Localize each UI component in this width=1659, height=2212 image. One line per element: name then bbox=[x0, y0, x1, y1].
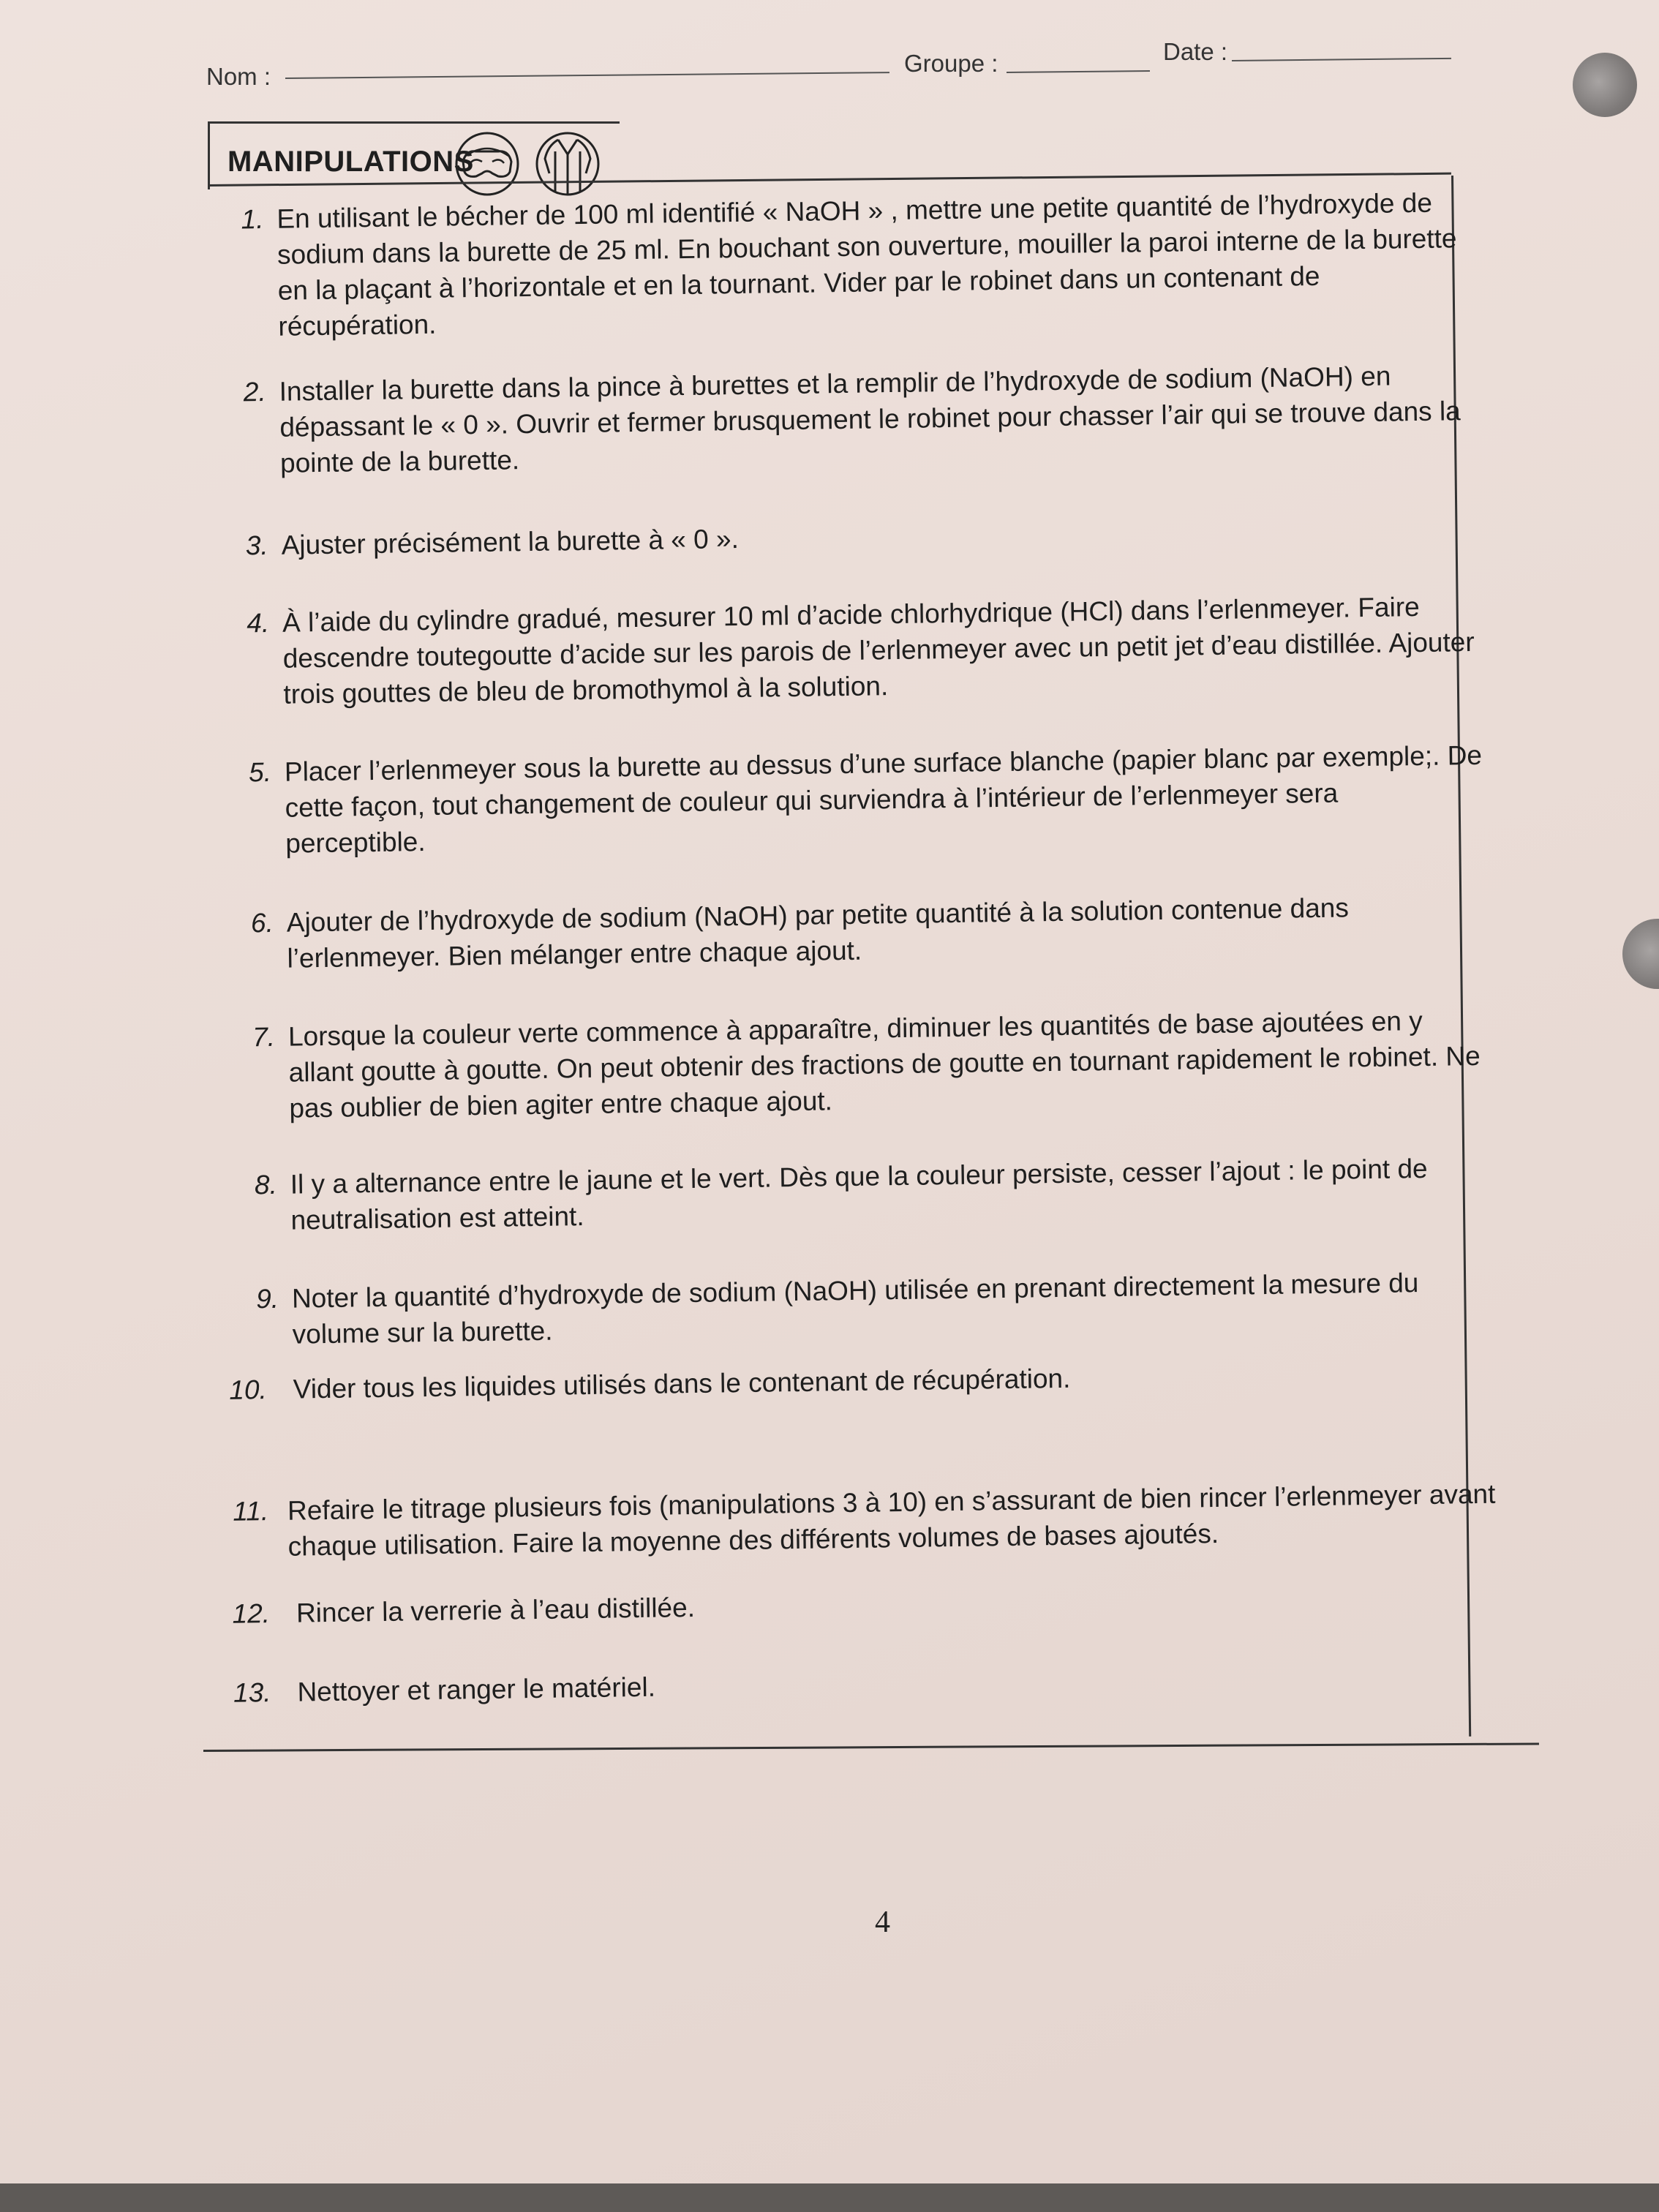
groupe-label: Groupe : bbox=[904, 50, 998, 77]
step-number: 13. bbox=[233, 1677, 271, 1708]
step-number: 1. bbox=[241, 204, 264, 235]
section-heading bbox=[208, 121, 620, 189]
step-text: En utilisant le bécher de 100 ml identifié « NaOH » , mettre une petite quantité de l’hydroxyde de sodium dans la burette de 25 ml. En bouchant son ouverture, mouiller la paroi interne de la burette en la plaçant à l’horizontale et en la tournant. Vider par le robinet dans un contenant de récupération. bbox=[276, 187, 1457, 342]
step-text: Vider tous les liquides utilisés dans le contenant de récupération. bbox=[293, 1363, 1071, 1404]
step-number: 12. bbox=[232, 1598, 271, 1629]
step-text: Noter la quantité d’hydroxyde de sodium (NaOH) utilisée en prenant directement la mesure du volume sur la burette. bbox=[291, 1268, 1419, 1350]
list-item bbox=[226, 1149, 1513, 1235]
binder-hole bbox=[1573, 53, 1637, 117]
step-number: 6. bbox=[250, 907, 274, 938]
list-item bbox=[218, 587, 1505, 710]
step-number: 10. bbox=[229, 1374, 268, 1405]
page-number: 4 bbox=[875, 1906, 890, 1939]
step-text: Rincer la verrerie à l’eau distillée. bbox=[296, 1592, 696, 1628]
step-text: Il y a alternance entre le jaune et le vert. Dès que la couleur persiste, cesser l’ajout : le point de neutralisation est atteint. bbox=[290, 1153, 1428, 1235]
groupe-input-line[interactable] bbox=[1007, 70, 1150, 73]
step-text: Placer l’erlenmeyer sous la burette au dessus d’une surface blanche (papier blanc par exemple;. De cette façon, tout changement de couleur qui surviendra à l’intérieur de l’erlenmeyer sera perceptible. bbox=[284, 740, 1483, 859]
list-item bbox=[232, 1578, 1519, 1629]
list-item bbox=[228, 1354, 1516, 1405]
step-number: 9. bbox=[255, 1283, 279, 1314]
lab-coat-icon bbox=[533, 129, 602, 202]
binder-hole bbox=[1622, 919, 1659, 989]
step-text: Refaire le titrage plusieurs fois (manipulations 3 à 10) en s’assurant de bien rincer l’erlenmeyer avant chaque utilisation. Faire la moyenne des différents volumes de bases ajoutés. bbox=[287, 1478, 1496, 1562]
background-surface bbox=[0, 2183, 1659, 2212]
step-number: 11. bbox=[233, 1496, 269, 1527]
list-item bbox=[233, 1657, 1520, 1708]
list-item bbox=[214, 356, 1502, 478]
step-text: À l’aide du cylindre gradué, mesurer 10 ml d’acide chlorhydrique (HCl) dans l’erlenmeyer. Faire descendre toutegoutte d’acide sur les parois de l’erlenmeyer avec un petit jet d’eau distillée. Ajouter trois gouttes de bleu de bromothymol à la solution. bbox=[282, 592, 1475, 710]
nom-label: Nom : bbox=[206, 63, 271, 90]
nom-input-line[interactable] bbox=[285, 72, 889, 79]
list-item bbox=[220, 737, 1508, 859]
step-text: Ajuster précisément la burette à « 0 ». bbox=[281, 523, 740, 560]
step-number: 7. bbox=[252, 1021, 276, 1053]
step-number: 5. bbox=[248, 756, 272, 788]
date-label: Date : bbox=[1163, 38, 1228, 65]
frame-bottom-border bbox=[203, 1742, 1539, 1752]
date-input-line[interactable] bbox=[1232, 58, 1451, 61]
groupe-field bbox=[904, 50, 998, 78]
step-text: Lorsque la couleur verte commence à apparaître, diminuer les quantités de base ajoutées en y allant goutte à goutte. On peut obtenir des fractions de goutte en tournant rapidement le robinet. Ne pas oublier de bien agiter entre chaque ajout. bbox=[287, 1006, 1481, 1124]
date-field bbox=[1163, 38, 1227, 66]
step-number: 3. bbox=[245, 530, 268, 561]
list-item bbox=[222, 887, 1510, 974]
step-text: Installer la burette dans la pince à burettes et la remplir de l’hydroxyde de sodium (NaOH) en dépassant le « 0 ». Ouvrir et fermer brusquement le robinet pour chasser l’air qui se trouve dans la pointe de la burette. bbox=[279, 361, 1461, 478]
step-number: 2. bbox=[243, 376, 267, 407]
step-text: Nettoyer et ranger le matériel. bbox=[297, 1671, 656, 1707]
step-number: 4. bbox=[246, 607, 270, 639]
list-item bbox=[227, 1263, 1515, 1350]
list-item bbox=[224, 1001, 1511, 1124]
list-item bbox=[217, 510, 1504, 561]
list-item bbox=[230, 1475, 1518, 1562]
section-title: MANIPULATIONS bbox=[227, 146, 474, 178]
nom-field bbox=[206, 63, 271, 91]
step-number: 8. bbox=[254, 1169, 278, 1200]
safety-goggles-icon bbox=[453, 129, 522, 202]
step-text: Ajouter de l’hydroxyde de sodium (NaOH) par petite quantité à la solution contenue dans l’erlenmeyer. Bien mélanger entre chaque ajout. bbox=[286, 892, 1350, 974]
